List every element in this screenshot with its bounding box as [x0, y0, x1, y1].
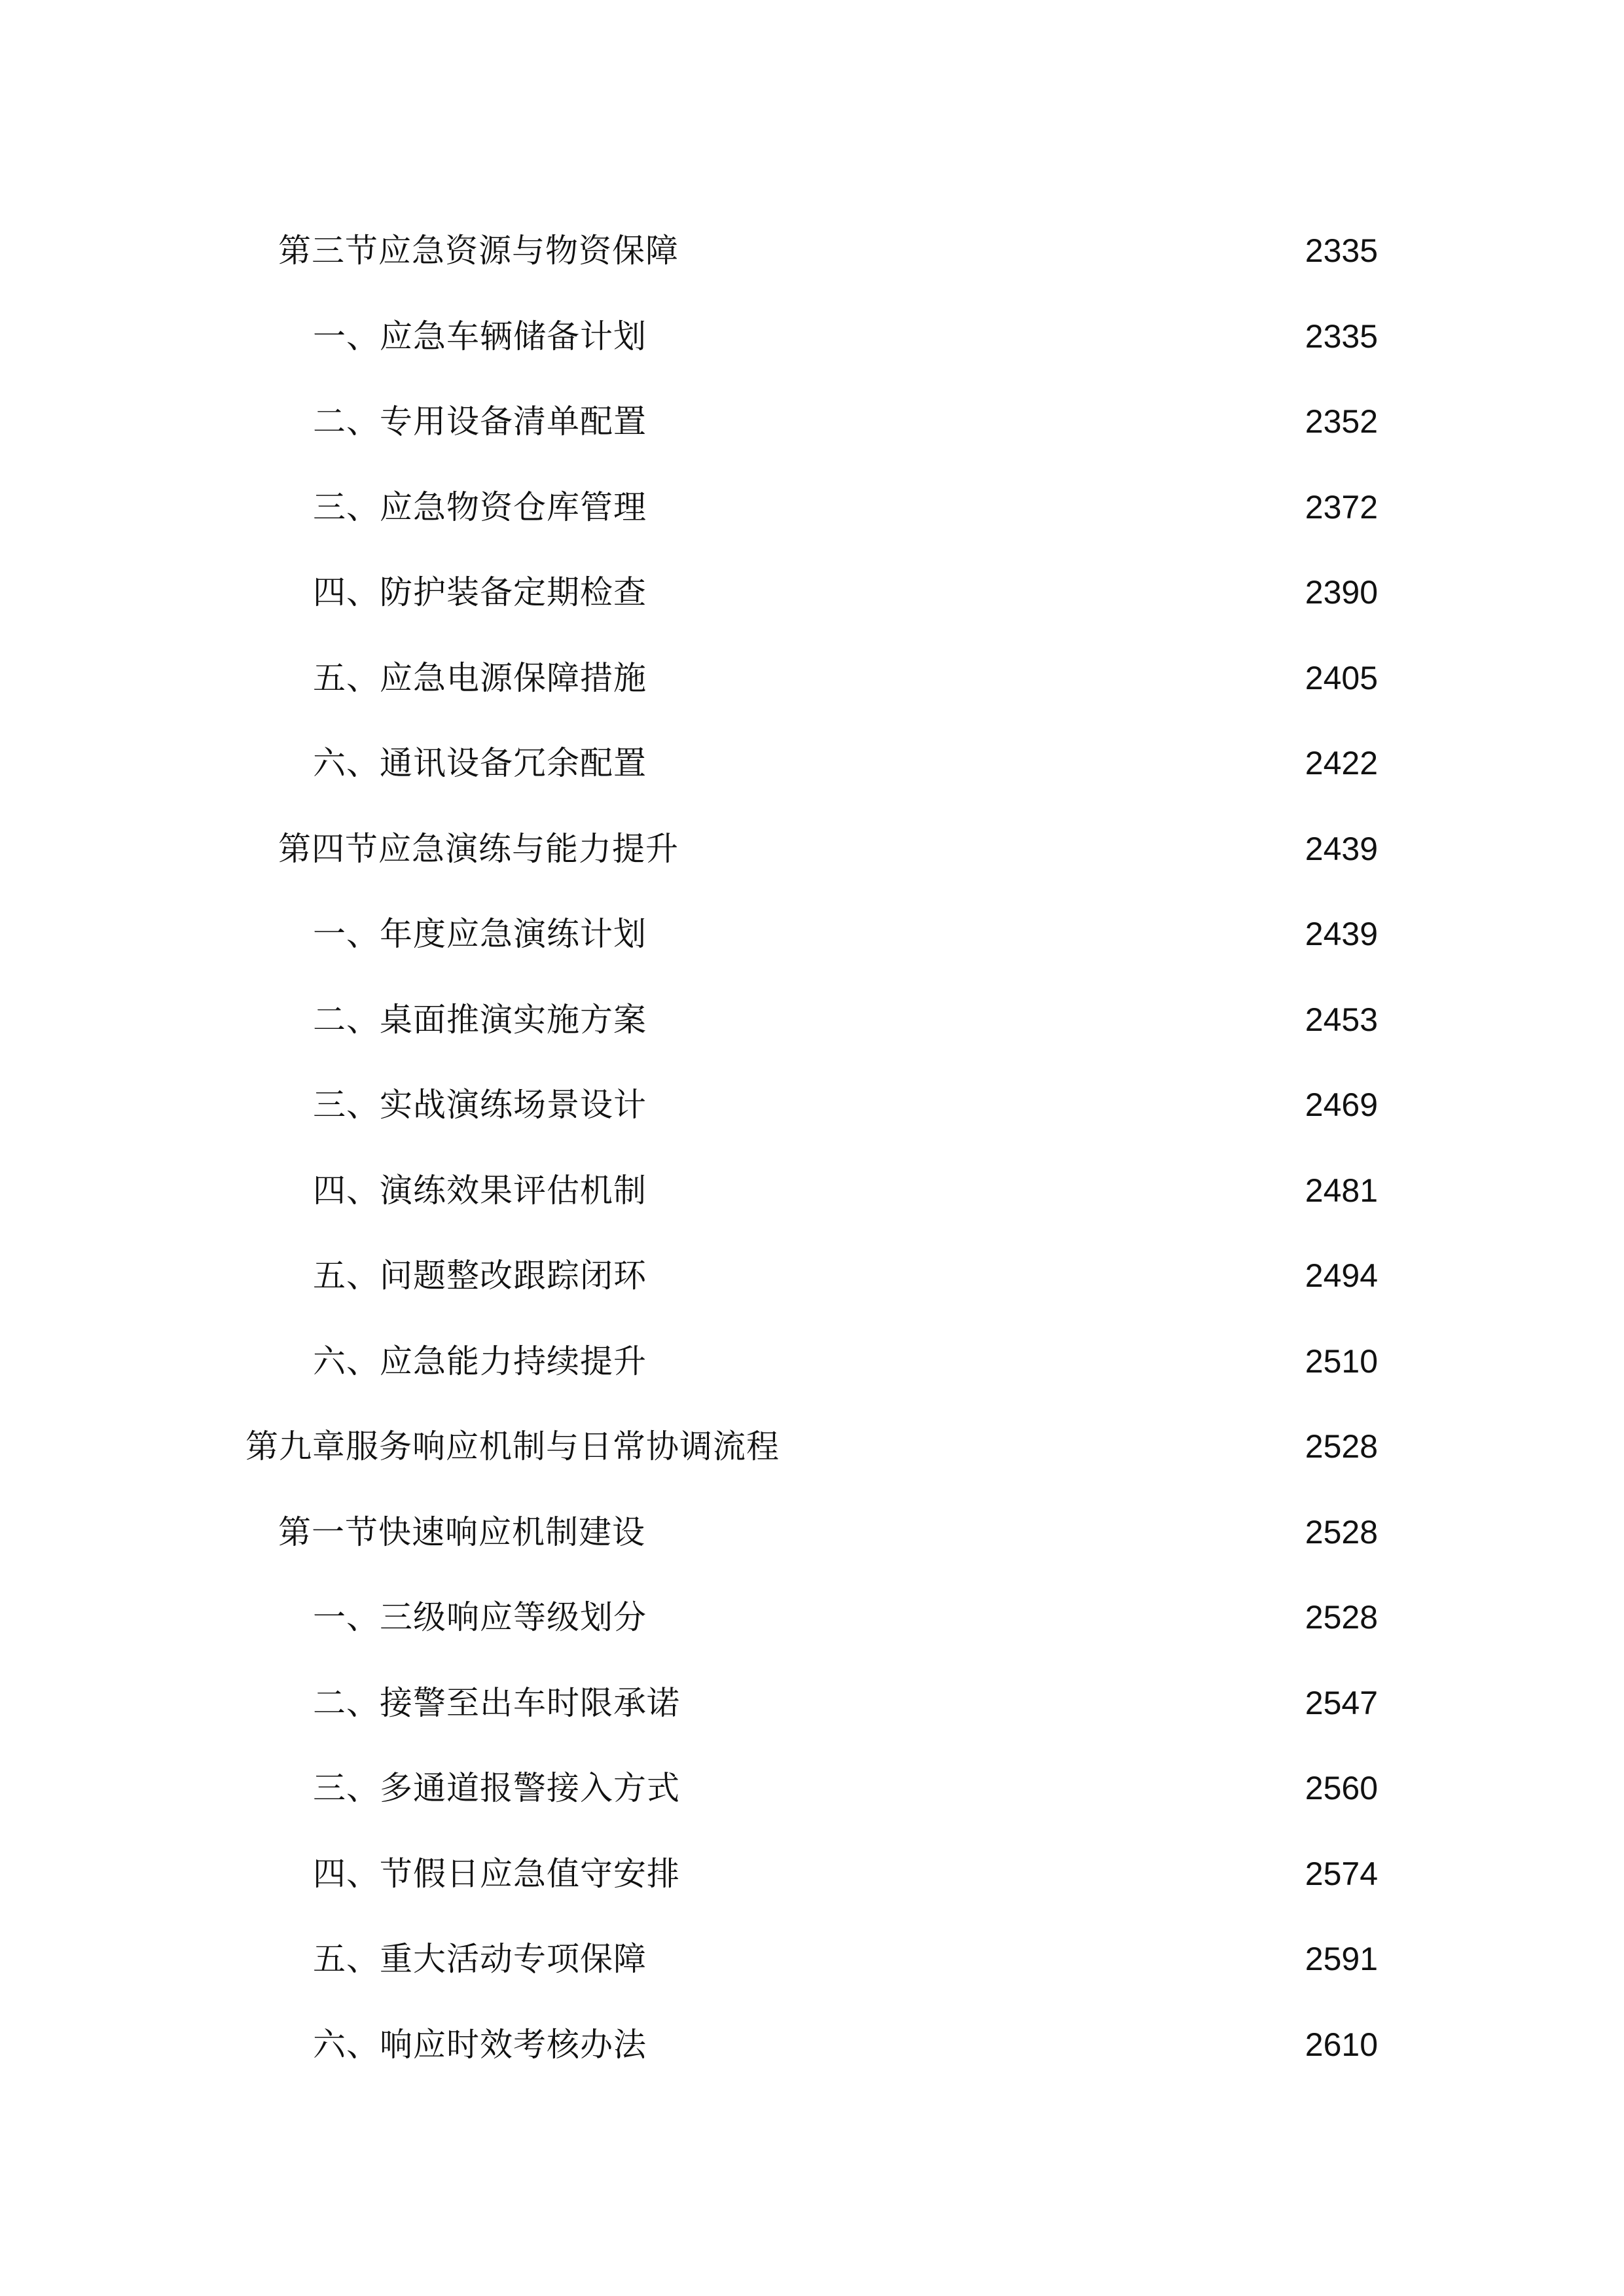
- toc-entry-page: 2528: [1305, 1513, 1378, 1551]
- dot-leader: [687, 1768, 1301, 1808]
- dot-leader: [653, 573, 1301, 612]
- toc-entry[interactable]: [0, 379, 1378, 465]
- toc-entry-page: 2528: [1305, 1428, 1378, 1465]
- toc-entry-page: 2439: [1305, 916, 1378, 953]
- toc-entry[interactable]: [0, 208, 1378, 294]
- toc-entry[interactable]: [0, 1660, 1378, 1746]
- toc-entry-title: 四、节假日应急值守安排: [313, 1854, 680, 1893]
- toc-entry-page: 2352: [1305, 403, 1378, 440]
- dot-leader: [653, 1171, 1301, 1210]
- toc-entry-title: 四、演练效果评估机制: [313, 1171, 647, 1210]
- toc-entry-title: 五、重大活动专项保障: [313, 1940, 647, 1979]
- toc-entry-title: 六、响应时效考核办法: [313, 2025, 647, 2064]
- toc-entry-page: 2481: [1305, 1172, 1378, 1209]
- dot-leader: [653, 1598, 1301, 1637]
- toc-entry-page: 2335: [1305, 232, 1378, 270]
- toc-entry-page: 2560: [1305, 1770, 1378, 1807]
- toc-entry-title: 第一节快速响应机制建设: [278, 1513, 645, 1551]
- toc-entry[interactable]: [0, 1233, 1378, 1319]
- dot-leader: [786, 1427, 1301, 1466]
- toc-entry-title: 一、应急车辆储备计划: [313, 317, 647, 355]
- toc-entry-page: 2610: [1305, 2026, 1378, 2063]
- dot-leader: [653, 488, 1301, 527]
- toc-entry[interactable]: [0, 1490, 1378, 1575]
- dot-leader: [653, 1342, 1301, 1381]
- toc-entry-title: 二、桌面推演实施方案: [313, 1000, 647, 1039]
- toc-entry-page: 2405: [1305, 659, 1378, 696]
- toc-entry-page: 2439: [1305, 830, 1378, 867]
- toc-entry-title: 五、问题整改跟踪闭环: [313, 1257, 647, 1295]
- dot-leader: [653, 1256, 1301, 1295]
- toc-entry[interactable]: [0, 1746, 1378, 1831]
- toc-entry[interactable]: [0, 1916, 1378, 2002]
- dot-leader: [653, 914, 1301, 954]
- dot-leader: [687, 1683, 1301, 1723]
- dot-leader: [685, 829, 1301, 869]
- toc-entry-title: 一、年度应急演练计划: [313, 915, 647, 954]
- dot-leader: [653, 2025, 1301, 2064]
- dot-leader: [653, 1085, 1301, 1124]
- toc-entry-title: 六、通讯设备冗余配置: [313, 744, 647, 783]
- toc-entry[interactable]: [0, 636, 1378, 721]
- toc-entry-title: 二、专用设备清单配置: [313, 403, 647, 441]
- dot-leader: [653, 1939, 1301, 1979]
- toc-entry-title: 第三节应急资源与物资保障: [278, 232, 679, 270]
- toc-entry[interactable]: [0, 550, 1378, 636]
- dot-leader: [653, 658, 1301, 698]
- dot-leader: [653, 402, 1301, 441]
- toc-entry[interactable]: [0, 977, 1378, 1063]
- toc-entry[interactable]: [0, 2002, 1378, 2088]
- toc-entry-page: 2574: [1305, 1855, 1378, 1892]
- toc-entry[interactable]: [0, 465, 1378, 550]
- toc-entry-page: 2453: [1305, 1001, 1378, 1038]
- toc-entry-title: 二、接警至出车时限承诺: [313, 1683, 680, 1722]
- toc-entry-page: 2335: [1305, 317, 1378, 355]
- toc-entry-title: 四、防护装备定期检查: [313, 573, 647, 612]
- table-of-contents: [0, 208, 1624, 2087]
- dot-leader: [653, 317, 1301, 356]
- toc-entry-page: 2390: [1305, 574, 1378, 611]
- toc-entry-title: 第九章服务响应机制与日常协调流程: [245, 1427, 780, 1466]
- toc-entry[interactable]: [0, 294, 1378, 380]
- toc-entry[interactable]: [0, 1575, 1378, 1660]
- toc-entry-page: 2528: [1305, 1599, 1378, 1636]
- toc-entry-title: 三、实战演练场景设计: [313, 1086, 647, 1124]
- toc-entry[interactable]: [0, 1319, 1378, 1405]
- toc-entry-page: 2591: [1305, 1941, 1378, 1978]
- toc-entry[interactable]: [0, 1062, 1378, 1148]
- toc-entry-title: 六、应急能力持续提升: [313, 1342, 647, 1380]
- toc-entry-title: 第四节应急演练与能力提升: [278, 829, 679, 868]
- toc-entry-page: 2547: [1305, 1684, 1378, 1721]
- toc-entry-title: 三、应急物资仓库管理: [313, 488, 647, 526]
- toc-entry[interactable]: [0, 1148, 1378, 1234]
- dot-leader: [687, 1854, 1301, 1893]
- toc-entry-page: 2494: [1305, 1257, 1378, 1295]
- toc-entry-title: 五、应急电源保障措施: [313, 658, 647, 697]
- dot-leader: [653, 744, 1301, 783]
- dot-leader: [685, 231, 1301, 270]
- dot-leader: [652, 1513, 1301, 1552]
- toc-entry[interactable]: [0, 806, 1378, 892]
- toc-entry-page: 2422: [1305, 745, 1378, 782]
- toc-entry[interactable]: [0, 891, 1378, 977]
- dot-leader: [653, 1000, 1301, 1039]
- toc-entry[interactable]: [0, 1831, 1378, 1917]
- toc-entry-page: 2372: [1305, 488, 1378, 526]
- toc-entry[interactable]: [0, 721, 1378, 806]
- toc-entry-page: 2510: [1305, 1342, 1378, 1380]
- toc-entry-page: 2469: [1305, 1086, 1378, 1124]
- toc-entry-title: 一、三级响应等级划分: [313, 1598, 647, 1637]
- toc-entry-title: 三、多通道报警接入方式: [313, 1769, 680, 1808]
- toc-entry[interactable]: [0, 1404, 1378, 1490]
